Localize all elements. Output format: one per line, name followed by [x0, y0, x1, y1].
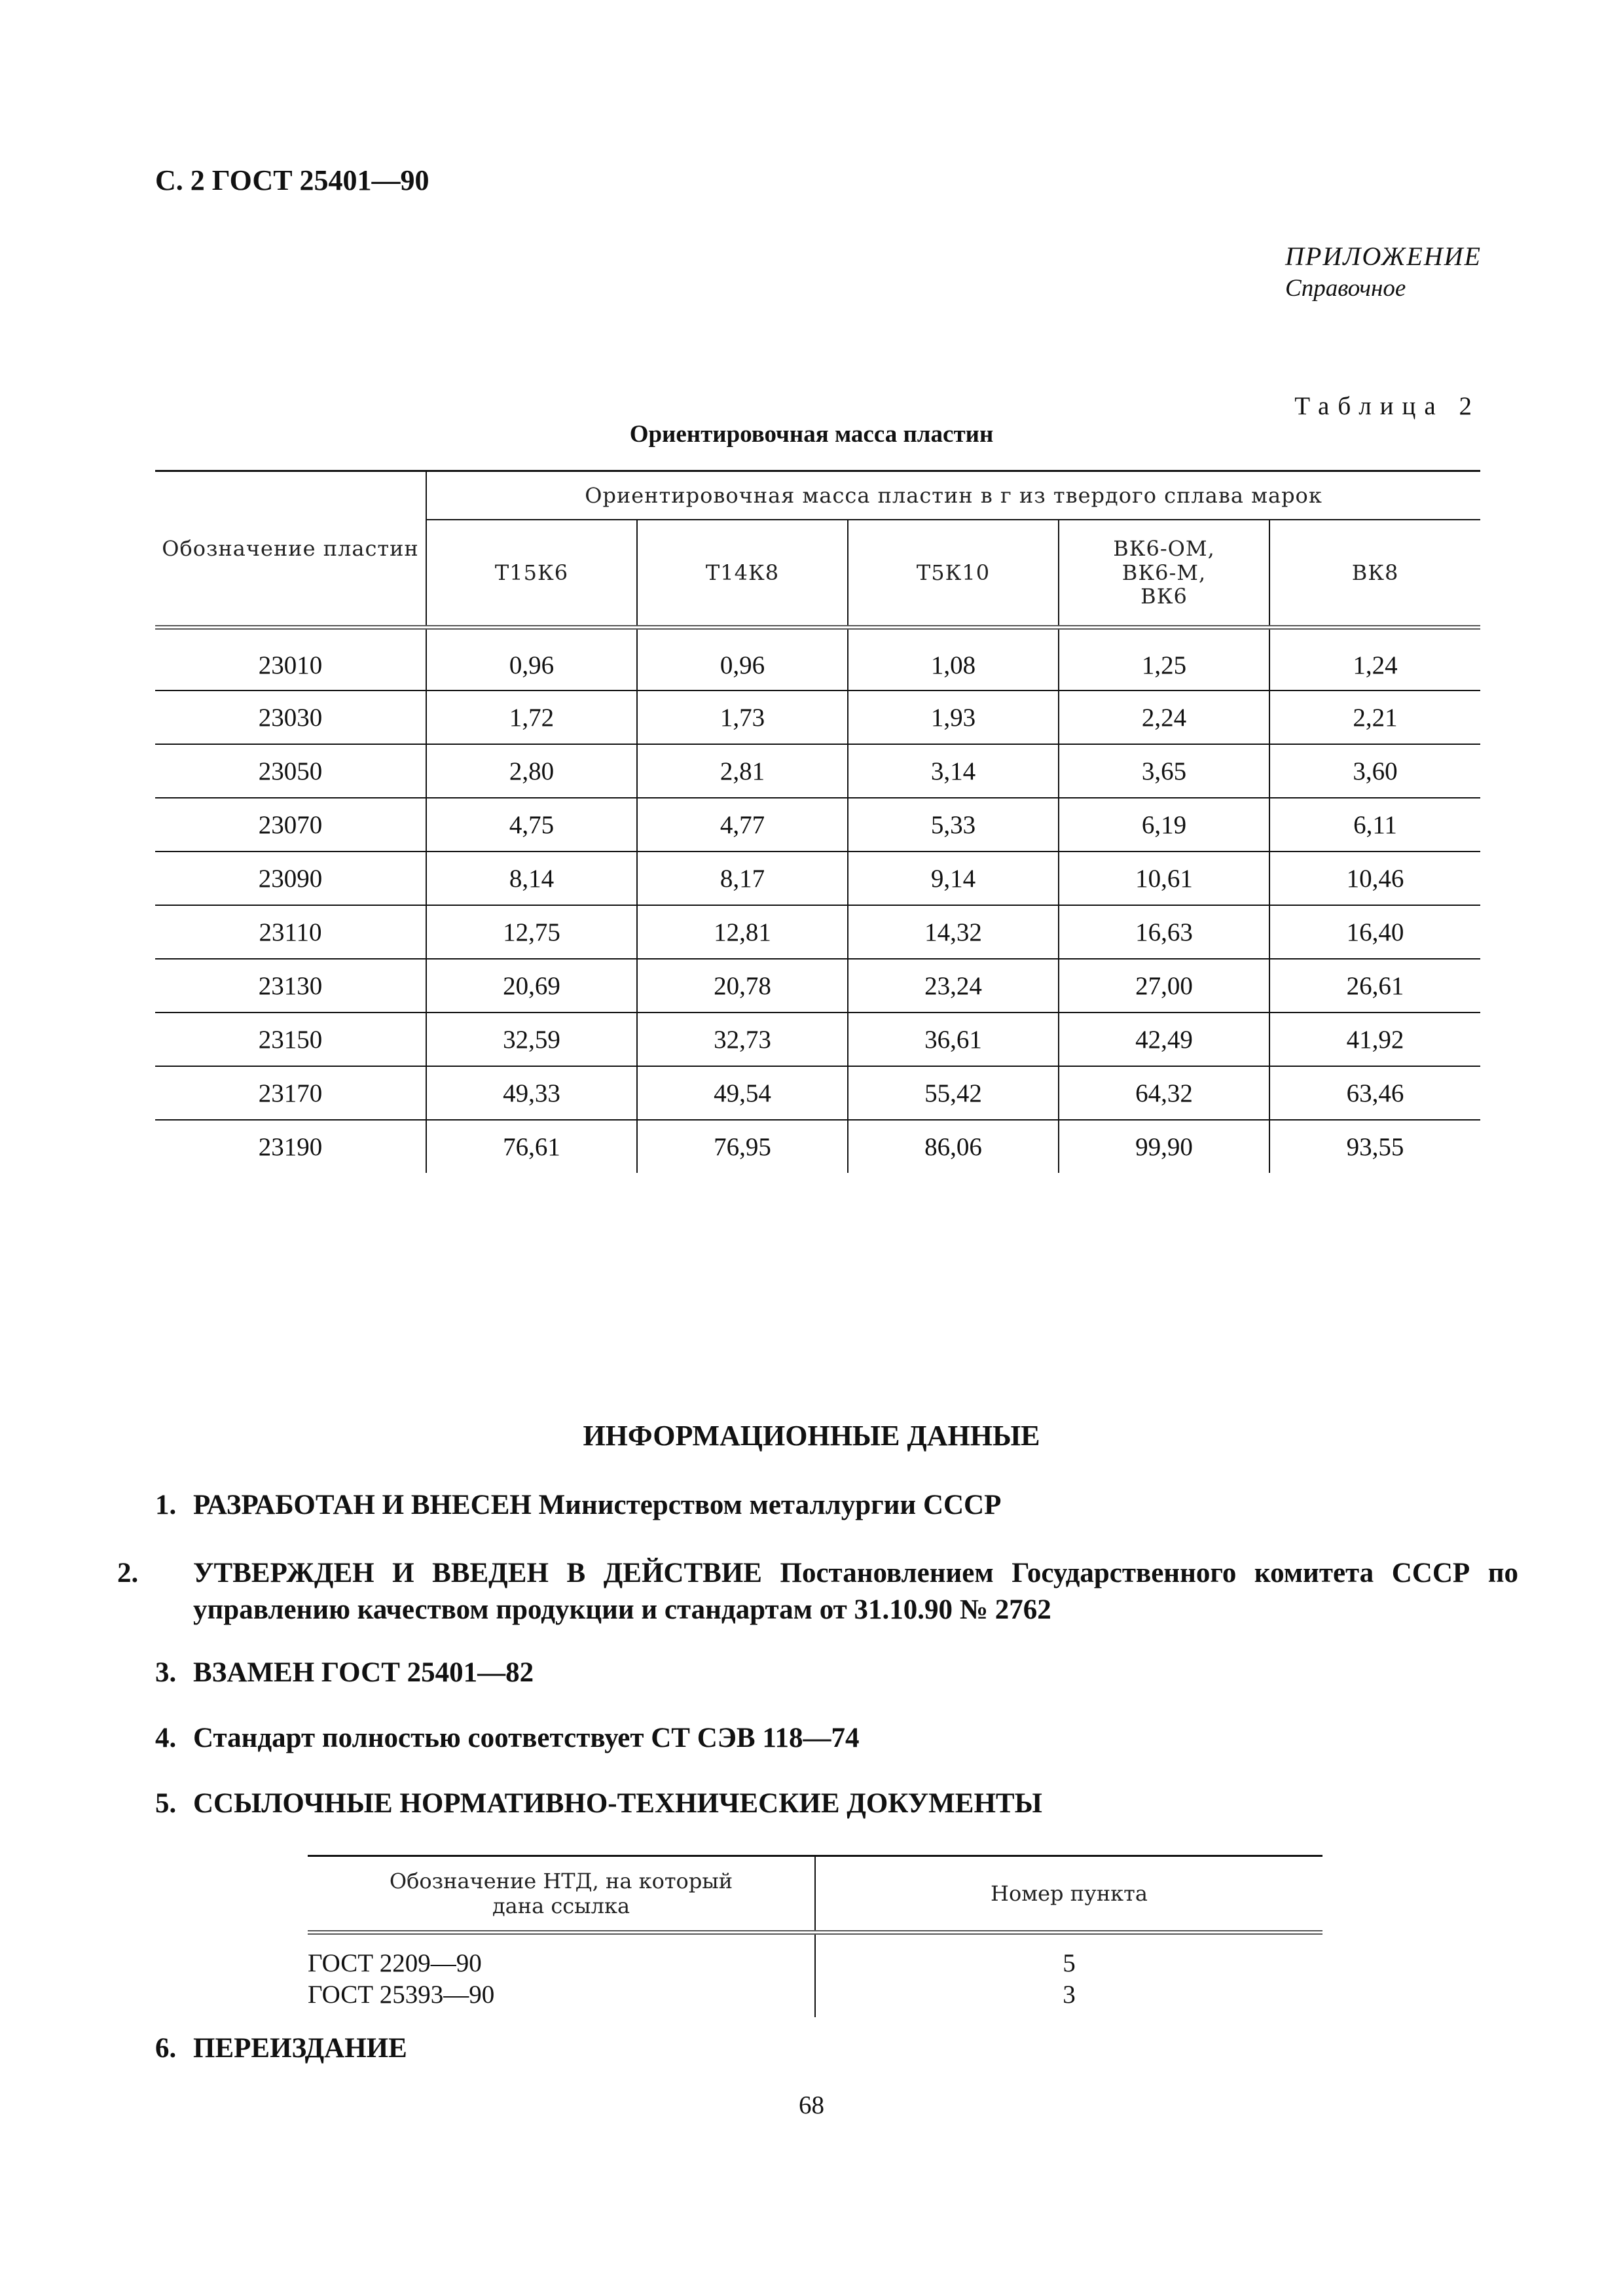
designation-cell: 23170 — [155, 1066, 426, 1120]
table-row — [155, 1013, 1480, 1066]
designation-cell: 23010 — [155, 628, 426, 691]
mass-cell: 12,81 — [637, 905, 848, 959]
appendix-label — [1285, 241, 1482, 302]
info-item-2 — [117, 1555, 1519, 1628]
info-title: ИНФОРМАЦИОННЫЕ ДАННЫЕ — [583, 1420, 1040, 1452]
designation-header: Обозначение пластин — [155, 471, 426, 628]
item-bold: ССЫЛОЧНЫЕ НОРМАТИВНО-ТЕХНИЧЕСКИЕ ДОКУМЕНТЫ — [193, 1788, 1042, 1819]
mass-cell: 93,55 — [1269, 1120, 1480, 1173]
mass-cell: 55,42 — [848, 1066, 1059, 1120]
designation-cell: 23050 — [155, 744, 426, 798]
grade-header: Т5К10 — [848, 520, 1059, 628]
appendix-type: Справочное — [1285, 275, 1406, 302]
mass-cell: 64,32 — [1059, 1066, 1269, 1120]
mass-cell: 27,00 — [1059, 959, 1269, 1013]
mass-cell: 4,75 — [426, 798, 637, 852]
mass-cell: 76,61 — [426, 1120, 637, 1173]
info-item-6 — [155, 2030, 1480, 2067]
item-number: 2. — [117, 1558, 139, 1588]
item-number: 4. — [155, 1723, 177, 1753]
item-number: 5. — [155, 1788, 177, 1819]
table-row — [155, 1066, 1480, 1120]
table-row — [308, 1933, 1322, 2018]
item-number: 3. — [155, 1657, 177, 1688]
mass-cell: 1,73 — [637, 691, 848, 744]
table-row — [155, 852, 1480, 905]
mass-cell: 42,49 — [1059, 1013, 1269, 1066]
mass-cell: 8,14 — [426, 852, 637, 905]
mass-cell: 16,63 — [1059, 905, 1269, 959]
item-number: 1. — [155, 1490, 177, 1520]
ntd-clause: 3 — [1063, 1981, 1076, 2009]
mass-cell: 1,93 — [848, 691, 1059, 744]
info-item-4 — [155, 1720, 1480, 1757]
designation-cell: 23190 — [258, 1132, 323, 1161]
mass-cell: 2,21 — [1269, 691, 1480, 744]
mass-cell: 2,80 — [426, 744, 637, 798]
designation-cell: 23090 — [155, 852, 426, 905]
designation-cell: 23070 — [155, 798, 426, 852]
table-row — [155, 798, 1480, 852]
item-bold: РАЗРАБОТАН И ВНЕСЕН — [193, 1490, 532, 1520]
appendix-title: ПРИЛОЖЕНИЕ — [1285, 242, 1482, 271]
ntd-doc-header: Обозначение НТД, на который дана ссылка — [308, 1856, 815, 1933]
mass-cell: 20,69 — [426, 959, 637, 1013]
mass-cell: 6,11 — [1269, 798, 1480, 852]
page-header: С. 2 ГОСТ 25401—90 — [155, 164, 429, 196]
mass-cell: 1,72 — [426, 691, 637, 744]
table-row — [155, 691, 1480, 744]
designation-cell: 23110 — [155, 905, 426, 959]
ntd-table — [308, 1855, 1322, 2017]
mass-cell: 12,75 — [426, 905, 637, 959]
mass-cell: 86,06 — [848, 1120, 1059, 1173]
ntd-doc: ГОСТ 25393—90 — [308, 1981, 495, 2009]
item-bold: УТВЕРЖДЕН И ВВЕДЕН В ДЕЙСТВИЕ — [193, 1558, 762, 1588]
mass-cell: 2,24 — [1059, 691, 1269, 744]
mass-cell: 3,65 — [1059, 744, 1269, 798]
table-row — [155, 905, 1480, 959]
group-header: Ориентировочная масса пластин в г из твердого сплава марок — [426, 471, 1480, 520]
mass-cell: 63,46 — [1269, 1066, 1480, 1120]
item-bold: ПЕРЕИЗДАНИЕ — [193, 2033, 407, 2064]
mass-cell: 8,17 — [637, 852, 848, 905]
mass-cell: 1,24 — [1269, 628, 1480, 691]
mass-cell: 4,77 — [637, 798, 848, 852]
designation-cell: 23130 — [155, 959, 426, 1013]
designation-cell: 23150 — [155, 1013, 426, 1066]
ntd-doc: ГОСТ 2209—90 — [308, 1949, 482, 1977]
mass-cell: 10,46 — [1269, 852, 1480, 905]
mass-cell: 41,92 — [1269, 1013, 1480, 1066]
mass-cell: 14,32 — [848, 905, 1059, 959]
page-number: 68 — [799, 2091, 824, 2119]
grade-header: ВК8 — [1269, 520, 1480, 628]
item-text: Постановлением Государственного комитета СССР по управлению качеством продукции и стандартам от 31.10.90 № 2762 — [193, 1558, 1519, 1625]
mass-cell: 76,95 — [637, 1120, 848, 1173]
mass-cell: 5,33 — [848, 798, 1059, 852]
info-item-3 — [155, 1655, 1480, 1691]
mass-cell: 0,96 — [426, 628, 637, 691]
grade-header: ВК6-ОМ, ВК6-М, ВК6 — [1059, 520, 1269, 628]
mass-cell: 36,61 — [848, 1013, 1059, 1066]
grade-header: Т14К8 — [637, 520, 848, 628]
table-row — [155, 628, 1480, 691]
item-number: 6. — [155, 2033, 177, 2064]
mass-cell: 49,33 — [426, 1066, 637, 1120]
grade-header: Т15К6 — [426, 520, 637, 628]
mass-cell: 9,14 — [848, 852, 1059, 905]
info-item-5 — [155, 1785, 1480, 1822]
mass-cell: 16,40 — [1269, 905, 1480, 959]
mass-cell: 3,14 — [848, 744, 1059, 798]
mass-cell: 3,60 — [1269, 744, 1480, 798]
mass-cell: 32,59 — [426, 1013, 637, 1066]
mass-cell: 99,90 — [1059, 1120, 1269, 1173]
mass-cell: 49,54 — [637, 1066, 848, 1120]
designation-cell: 23030 — [155, 691, 426, 744]
table-row — [155, 959, 1480, 1013]
ntd-clause: 5 — [1063, 1949, 1076, 1977]
table-number: Таблица 2 — [1294, 392, 1480, 420]
item-text: Министерством металлургии СССР — [531, 1490, 1002, 1520]
mass-cell: 32,73 — [637, 1013, 848, 1066]
mass-cell: 23,24 — [848, 959, 1059, 1013]
mass-cell: 1,08 — [848, 628, 1059, 691]
item-bold: ВЗАМЕН ГОСТ 25401—82 — [193, 1657, 534, 1688]
mass-cell: 1,25 — [1059, 628, 1269, 691]
mass-cell: 6,19 — [1059, 798, 1269, 852]
item-text: Стандарт полностью соответствует СТ СЭВ 118—74 — [193, 1723, 860, 1753]
table-row — [155, 1120, 1480, 1173]
mass-cell: 20,78 — [637, 959, 848, 1013]
table-title: Ориентировочная масса пластин — [629, 421, 994, 448]
ntd-clause-header: Номер пункта — [815, 1856, 1322, 1933]
mass-table — [155, 470, 1480, 1173]
info-item-1 — [155, 1487, 1480, 1524]
mass-cell: 0,96 — [637, 628, 848, 691]
mass-cell: 2,81 — [637, 744, 848, 798]
mass-cell: 26,61 — [1269, 959, 1480, 1013]
mass-cell: 10,61 — [1059, 852, 1269, 905]
table-row — [155, 744, 1480, 798]
